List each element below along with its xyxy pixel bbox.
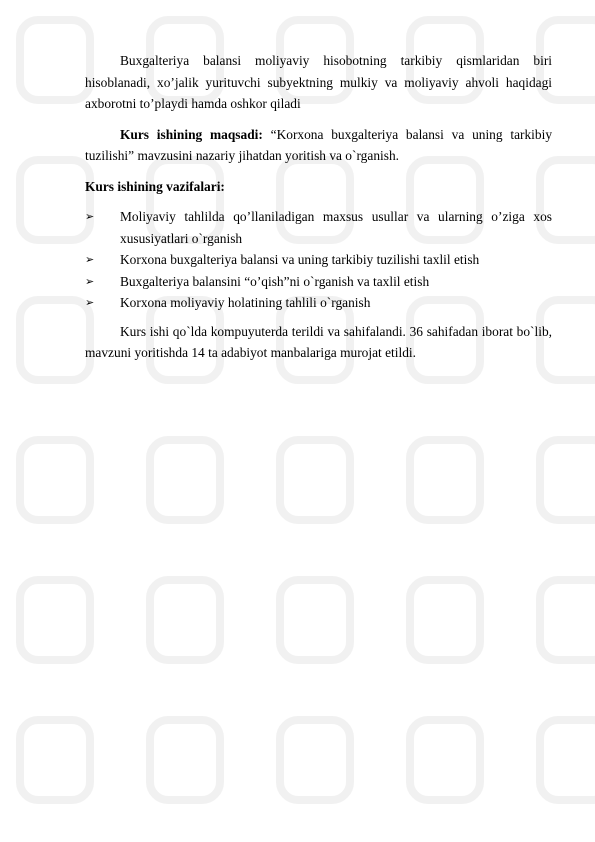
tasks-list xyxy=(85,206,552,314)
watermark-shape xyxy=(280,580,350,660)
watermark-shape xyxy=(150,720,220,800)
list-item xyxy=(85,292,552,314)
arrowhead-bullet-icon: ➢ xyxy=(85,274,95,288)
task-text: Korxona buxgalteriya balansi va uning tarkibiy tuzilishi taxlil etish xyxy=(120,252,480,267)
task-text: Buxgalteriya balansini “o’qish”ni o`rganish va taxlil etish xyxy=(120,273,430,289)
goal-paragraph xyxy=(85,124,552,167)
watermark-shape xyxy=(20,720,90,800)
watermark-shape xyxy=(20,20,90,100)
watermark-shape xyxy=(540,580,595,660)
list-item xyxy=(85,206,552,249)
watermark-shape xyxy=(20,160,90,240)
document-page xyxy=(85,50,552,364)
watermark-shape xyxy=(20,440,90,520)
task-text: Moliyaviy tahlilda qo’llaniladigan maxsus usullar va ularning o’ziga xos xususiyatlari o`rganish xyxy=(120,209,552,246)
watermark-shape xyxy=(410,720,480,800)
watermark-shape xyxy=(150,440,220,520)
list-item xyxy=(85,249,552,271)
arrowhead-bullet-icon: ➢ xyxy=(85,210,95,223)
goal-text: “Korxona buxgalteriya balansi va uning tarkibiy tuzilishi” mavzusini nazariy jihatdan yoritish va o`rganish. xyxy=(85,126,553,163)
watermark-shape xyxy=(540,440,595,520)
arrowhead-bullet-icon: ➢ xyxy=(85,253,95,266)
goal-label: Kurs ishining maqsadi: xyxy=(120,126,263,142)
arrowhead-bullet-icon: ➢ xyxy=(85,296,95,309)
intro-paragraph: Buxgalteriya balansi moliyaviy hisobotning tarkibiy qismlaridan biri hisoblanadi, xo’jalik yurituvchi subyektning mulkiy va moliyaviy ahvoli haqidagi axborotni to’playdi hamda oshkor qiladi xyxy=(85,53,552,111)
watermark-shape xyxy=(280,720,350,800)
watermark-shape xyxy=(540,720,595,800)
watermark-shape xyxy=(280,440,350,520)
watermark-shape xyxy=(410,580,480,660)
task-text: Korxona moliyaviy holatining tahlili o`rganish xyxy=(120,295,371,310)
watermark-shape xyxy=(150,580,220,660)
tasks-heading: Kurs ishining vazifalari: xyxy=(85,178,225,194)
watermark-shape xyxy=(20,300,90,380)
watermark-shape xyxy=(20,580,90,660)
list-item xyxy=(85,271,552,293)
closing-paragraph: Kurs ishi qo`lda kompuyuterda terildi va sahifalandi. 36 sahifadan iborat bo`lib, mavzuni yoritishda 14 ta adabiyot manbalariga murojat etildi. xyxy=(85,323,552,360)
watermark-shape xyxy=(410,440,480,520)
